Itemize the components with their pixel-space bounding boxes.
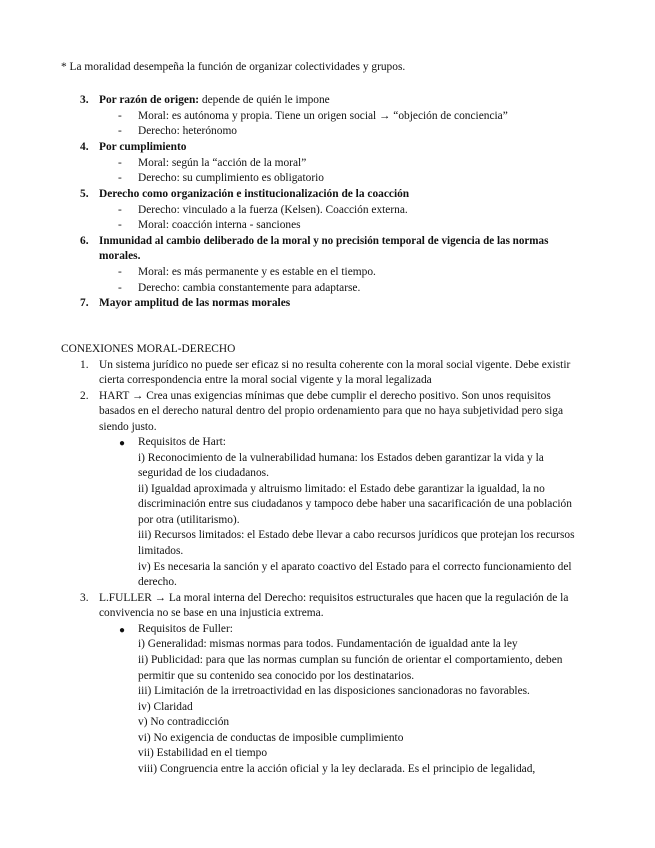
requirement-line: seguridad de los ciudadanos. bbox=[138, 467, 269, 479]
list-number: 2. bbox=[80, 390, 89, 402]
list-item: Derecho: su cumplimiento es obligatorio bbox=[138, 172, 325, 184]
paragraph-line: siendo justo. bbox=[99, 421, 157, 433]
requirement-line: v) No contradicción bbox=[138, 716, 230, 728]
list-number: 7. bbox=[80, 297, 89, 309]
dash-marker: - bbox=[118, 282, 122, 294]
list-item: Derecho: cambia constantemente para adaptarse. bbox=[138, 282, 361, 294]
paragraph-line: basados en el derecho natural dentro del propio ordenamiento para que no haya subjetividad pero siga bbox=[99, 405, 564, 417]
list-item: Derecho: vinculado a la fuerza (Kelsen). Coacción externa. bbox=[138, 204, 408, 216]
list-number: 5. bbox=[80, 188, 89, 200]
criterion-title: Mayor amplitud de las normas morales bbox=[99, 297, 291, 309]
requirement-line: iv) Claridad bbox=[138, 701, 193, 713]
dash-marker: - bbox=[118, 266, 122, 278]
dash-marker: - bbox=[118, 219, 122, 231]
dash-marker: - bbox=[118, 125, 122, 137]
list-item: Moral: según la “acción de la moral” bbox=[138, 157, 307, 169]
section-heading: CONEXIONES MORAL-DERECHO bbox=[61, 343, 236, 355]
requirement-line: limitados. bbox=[138, 545, 184, 557]
requirement-line: vi) No exigencia de conductas de imposible cumplimiento bbox=[138, 732, 404, 744]
paragraph-line: HART → Crea unas exigencias mínimas que debe cumplir el derecho positivo. Son unos requisitos bbox=[99, 390, 551, 402]
requirement-line: iv) Es necesaria la sanción y el aparato coactivo del Estado para el correcto funcionamiento del bbox=[138, 561, 572, 573]
bullet-icon: ● bbox=[119, 625, 126, 636]
sub-heading: Requisitos de Hart: bbox=[138, 436, 226, 448]
criterion-title: Inmunidad al cambio deliberado de la moral y no precisión temporal de vigencia de las normas bbox=[99, 235, 549, 247]
paragraph-line: Un sistema jurídico no puede ser eficaz si no resulta coherente con la moral social vigente. Debe existir bbox=[99, 359, 571, 371]
list-number: 6. bbox=[80, 235, 89, 247]
bullet-icon: ● bbox=[119, 438, 126, 449]
dash-marker: - bbox=[118, 172, 122, 184]
list-item: Moral: coacción interna - sanciones bbox=[138, 219, 301, 231]
criterion-title: Derecho como organización e institucionalización de la coacción bbox=[99, 188, 410, 200]
requirement-line: vii) Estabilidad en el tiempo bbox=[138, 747, 268, 759]
criterion-title: Por cumplimiento bbox=[99, 141, 187, 153]
dash-marker: - bbox=[118, 157, 122, 169]
requirement-line: iii) Recursos limitados: el Estado debe llevar a cabo recursos jurídicos que protejan los recursos bbox=[138, 529, 575, 541]
requirement-line: viii) Congruencia entre la acción oficial y la ley declarada. Es el principio de legalidad, bbox=[138, 763, 536, 775]
list-number: 3. bbox=[80, 592, 89, 604]
dash-marker: - bbox=[118, 110, 122, 122]
requirement-line: discriminación entre sus ciudadanos y tampoco debe haber una sacarificación de una población bbox=[138, 498, 572, 510]
list-item: Moral: es autónoma y propia. Tiene un origen social → “objeción de conciencia” bbox=[138, 110, 508, 122]
paragraph-line: cierta correspondencia entre la moral social vigente y la moral legalizada bbox=[99, 374, 432, 386]
requirement-line: derecho. bbox=[138, 576, 177, 588]
requirement-line: ii) Publicidad: para que las normas cumplan su función de orientar el comportamiento, deben bbox=[138, 654, 563, 666]
requirement-line: por otra (utilitarismo). bbox=[138, 514, 240, 526]
list-number: 4. bbox=[80, 141, 89, 153]
dash-marker: - bbox=[118, 204, 122, 216]
requirement-line: iii) Limitación de la irretroactividad en las disposiciones sancionadoras no favorables. bbox=[138, 685, 530, 697]
intro-note: * La moralidad desempeña la función de organizar colectividades y grupos. bbox=[61, 61, 406, 73]
requirement-line: ii) Igualdad aproximada y altruismo limitado: el Estado debe garantizar la igualdad, la no bbox=[138, 483, 545, 495]
criterion-title: Por razón de origen: bbox=[99, 94, 200, 106]
paragraph-line: L.FULLER → La moral interna del Derecho: requisitos estructurales que hacen que la regulación de la bbox=[99, 592, 569, 604]
sub-heading: Requisitos de Fuller: bbox=[138, 623, 233, 635]
list-item-title bbox=[99, 93, 330, 109]
requirement-line: i) Generalidad: mismas normas para todos. Fundamentación de igualdad ante la ley bbox=[138, 638, 518, 650]
requirement-line: permitir que su contenido sea conocido por los destinatarios. bbox=[138, 670, 415, 682]
list-number: 3. bbox=[80, 94, 89, 106]
requirement-line: i) Reconocimiento de la vulnerabilidad humana: los Estados deben garantizar la vida y la bbox=[138, 452, 544, 464]
list-number: 1. bbox=[80, 359, 89, 371]
list-item: Moral: es más permanente y es estable en el tiempo. bbox=[138, 266, 376, 278]
paragraph-line: convivencia no se base en una injusticia extrema. bbox=[99, 607, 324, 619]
criterion-text: depende de quién le impone bbox=[199, 94, 330, 106]
criterion-title: morales. bbox=[99, 250, 141, 262]
list-item: Derecho: heterónomo bbox=[138, 125, 237, 137]
